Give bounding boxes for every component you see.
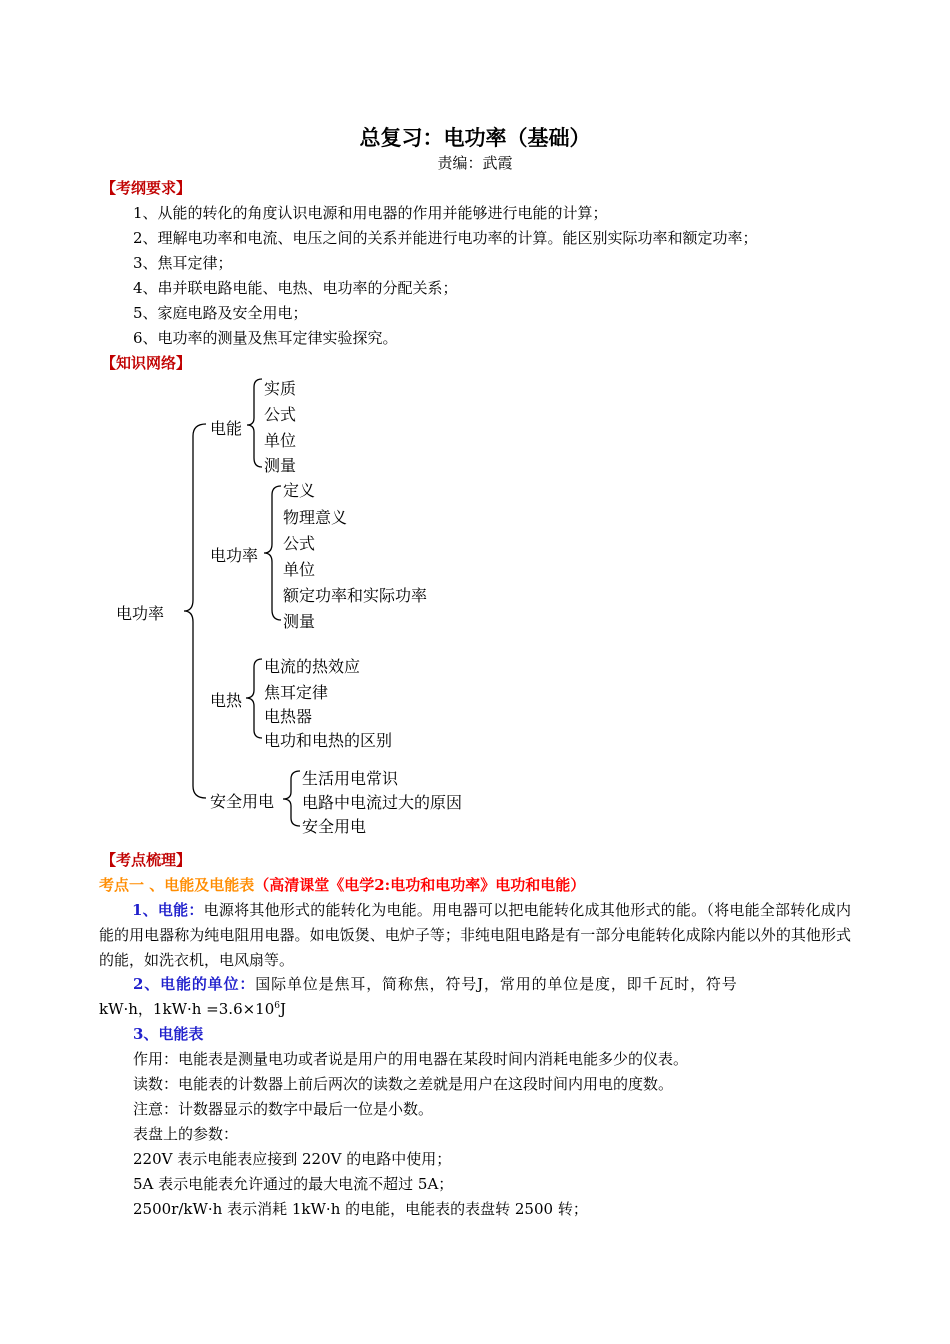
heat-item-1: 电流的热效应 (264, 657, 361, 676)
meter-line-4: 表盘上的参数： (133, 1125, 239, 1143)
outline-item-2: 2、理解电功率和电流、电压之间的关系并能进行电功率的计算。能区别实际功率和额定功率； (133, 229, 758, 247)
point-one-label: 考点一 、电能及电能表 (99, 876, 255, 894)
unit-text: 国际单位是焦耳，简称焦，符号J，常用的单位是度，即千瓦时，符号 (255, 975, 738, 993)
power-item-3: 公式 (283, 534, 316, 553)
root-brace (184, 424, 206, 798)
page-title: 总复习：电功率（基础） (359, 125, 591, 150)
safety-item-3: 安全用电 (302, 817, 367, 836)
brace-safety (283, 771, 300, 826)
brace-power (264, 486, 281, 620)
unit-label: 2、电能的单位： (133, 975, 256, 993)
heat-item-2: 焦耳定律 (264, 683, 329, 702)
energy-label: 1、电能： (132, 901, 204, 919)
power-item-1: 定义 (283, 481, 316, 500)
outline-item-6: 6、电功率的测量及焦耳定律实验探究。 (133, 329, 398, 347)
meter-heading: 3、电能表 (133, 1025, 204, 1043)
energy-text: 电源将其他形式的能转化为电能。用电器可以把电能转化成其他形式的能。（将电能全部转化成内能的用电器称为纯电阻用电器。如电饭煲、电炉子等；非纯电阻电路是有一部分电能转化成除内能以外的其他形式的能，如洗衣机，电风扇等。 (99, 901, 852, 969)
editor-credit: 责编：武霞 (437, 154, 513, 172)
meter-line-1: 作用：电能表是测量电功或者说是用户的用电器在某段时间内消耗电能多少的仪表。 (133, 1050, 689, 1068)
review-heading: 【考点梳理】 (101, 851, 192, 869)
branch-heat: 电热 (210, 691, 243, 710)
mind-map-root: 电功率 (116, 604, 165, 623)
outline-item-5: 5、家庭电路及安全用电； (133, 304, 308, 322)
point-one-title (99, 874, 585, 895)
outline-item-4: 4、串并联电路电能、电热、电功率的分配关系； (133, 279, 458, 297)
power-item-5: 额定功率和实际功率 (283, 586, 428, 605)
energy-item-1: 实质 (264, 379, 297, 398)
meter-line-2: 读数：电能表的计数器上前后两次的读数之差就是用户在这段时间内用电的度数。 (133, 1075, 674, 1093)
safety-item-1: 生活用电常识 (302, 769, 399, 788)
brace-energy (247, 379, 262, 467)
power-item-2: 物理意义 (283, 508, 348, 527)
heat-item-3: 电热器 (264, 707, 313, 726)
meter-line-5: 220V 表示电能表应接到 220V 的电路中使用； (133, 1150, 452, 1168)
outline-item-3: 3、焦耳定律； (133, 254, 233, 272)
heat-item-4: 电功和电热的区别 (264, 731, 393, 750)
outline-item-1: 1、从能的转化的角度认识电源和用电器的作用并能够进行电能的计算； (133, 204, 608, 222)
meter-line-7: 2500r/kW·h 表示消耗 1kW·h 的电能，电能表的表盘转 2500 转； (133, 1200, 588, 1218)
network-heading: 【知识网络】 (101, 354, 192, 372)
energy-item-4: 测量 (264, 456, 297, 475)
energy-item-3: 单位 (264, 431, 297, 450)
energy-item-2: 公式 (264, 405, 297, 424)
branch-safety: 安全用电 (210, 792, 275, 811)
paragraph-unit-line1 (133, 973, 851, 994)
safety-item-2: 电路中电流过大的原因 (302, 793, 463, 812)
paragraph-energy (99, 898, 851, 973)
paragraph-unit-line2: kW·h，$1kW\cdot h =3.6\times 10^6J$ (99, 1000, 287, 1018)
power-item-6: 测量 (283, 612, 316, 631)
outline-heading: 【考纲要求】 (101, 179, 192, 197)
point-one-note: （高清课堂《电学2:电功和电功率》电功和电能） (254, 876, 586, 894)
power-item-4: 单位 (283, 560, 316, 579)
brace-heat (246, 659, 262, 738)
meter-line-3: 注意：计数器显示的数字中最后一位是小数。 (133, 1100, 434, 1118)
meter-line-6: 5A 表示电能表允许通过的最大电流不超过 5A； (133, 1175, 454, 1193)
branch-power: 电功率 (210, 546, 259, 565)
branch-energy: 电能 (210, 419, 243, 438)
unit-exponent: 6 (274, 1001, 280, 1011)
